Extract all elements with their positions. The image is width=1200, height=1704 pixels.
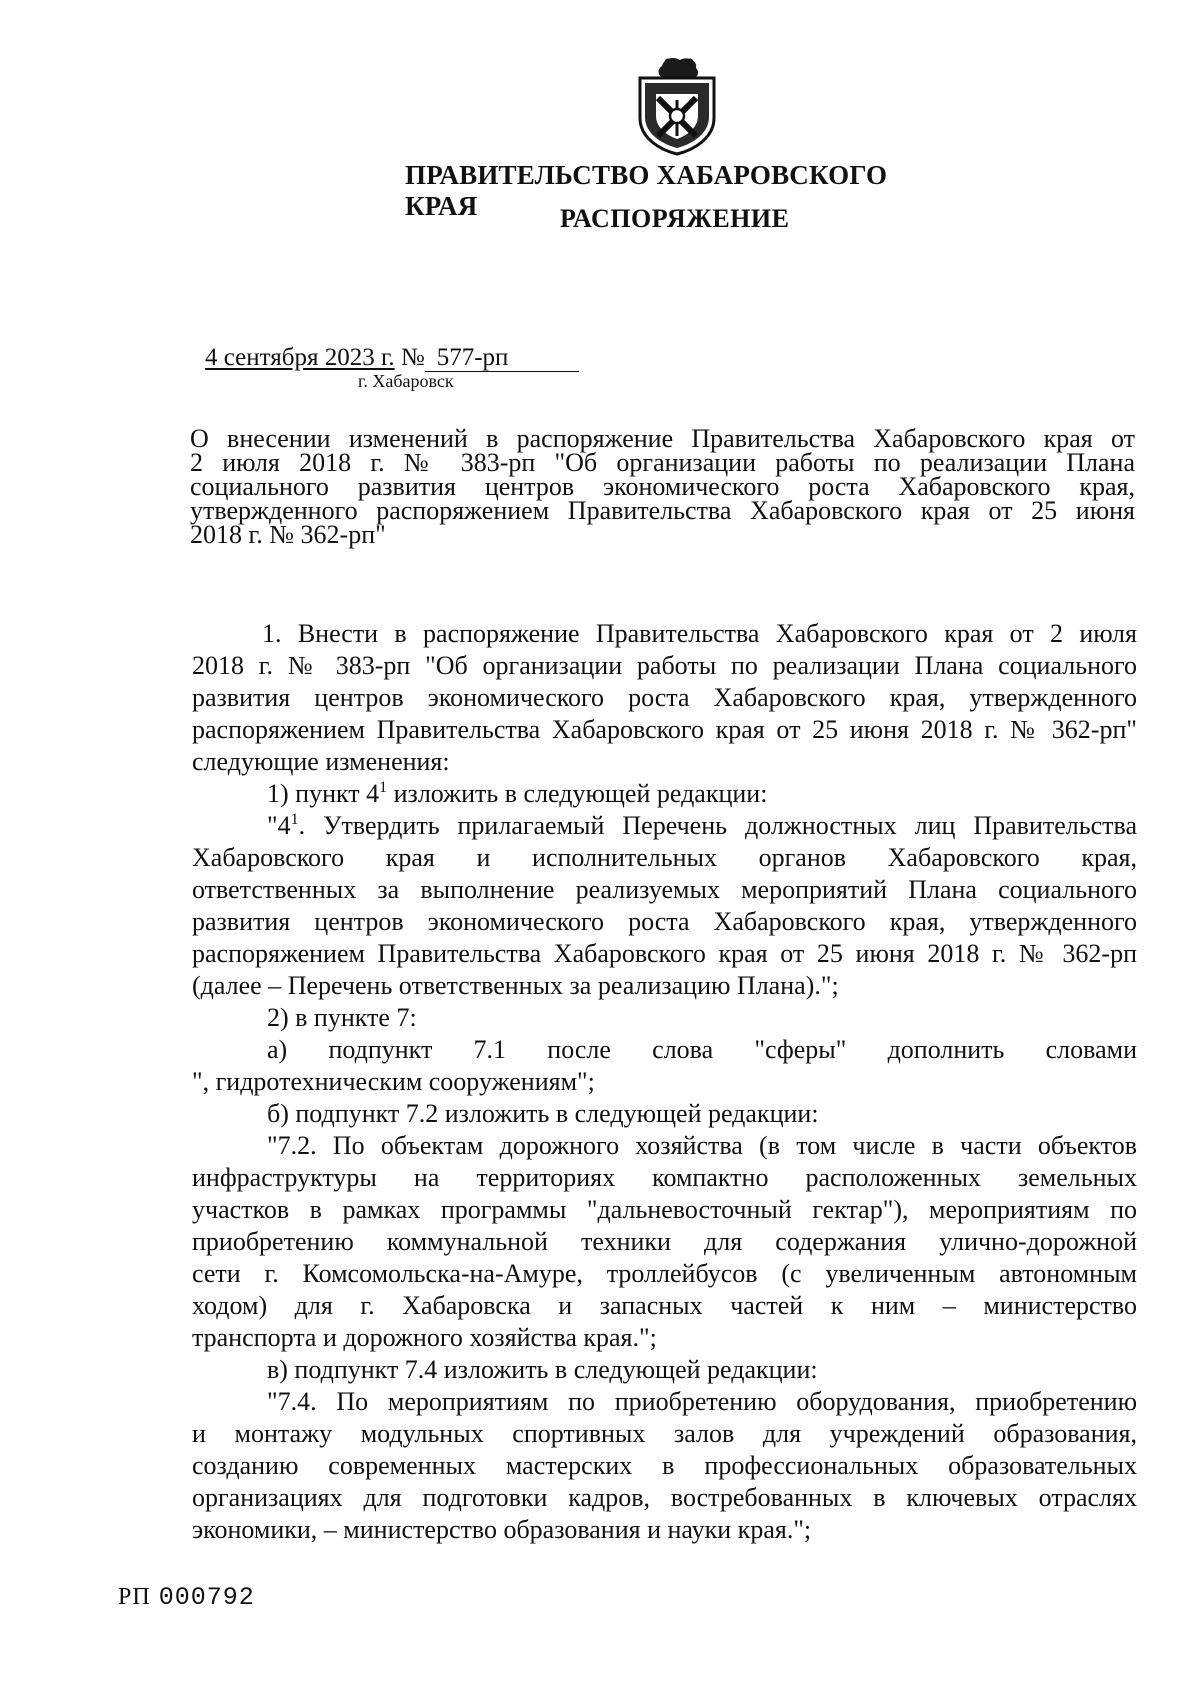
registration-mark: [118, 1583, 255, 1612]
registration-code: 000792: [158, 1583, 255, 1612]
item-2: 2) в пункте 7:: [267, 1003, 417, 1032]
body-line: сети г. Комсомольска-на-Амуре, троллейбусов (с увеличенным автономным: [192, 1259, 1137, 1288]
quote-4-1-text: . Утвердить прилагаемый Перечень должностных лиц Правительства: [298, 811, 1137, 840]
quote-7-4-line: "7.4. По мероприятиям по приобретению оборудования, приобретению: [267, 1387, 1137, 1416]
body-line: ", гидротехническим сооружениям";: [192, 1067, 595, 1096]
body-line: развития центров экономического роста Хабаровского края, утвержденного: [192, 683, 1137, 712]
subject-line: 2 июля 2018 г. № 383-рп "Об организации работы по реализации Плана: [190, 448, 1135, 477]
body-line: приобретению коммунальной техники для содержания улично-дорожной: [192, 1227, 1137, 1256]
subject-line: утвержденного распоряжением Правительства Хабаровского края от 25 июня: [190, 496, 1135, 525]
body-line: созданию современных мастерских в профессиональных образовательных: [192, 1451, 1137, 1480]
body-line: транспорта и дорожного хозяйства края.";: [192, 1323, 657, 1352]
registration-prefix: РП: [118, 1584, 151, 1610]
government-title: ПРАВИТЕЛЬСТВО ХАБАРОВСКОГО КРАЯ: [405, 160, 888, 221]
body-line: распоряжением Правительства Хабаровского края от 25 июня 2018 г. № 362-рп": [192, 715, 1137, 744]
body-line: распоряжением Правительства Хабаровского края от 25 июня 2018 г. № 362-рп: [192, 939, 1137, 968]
body-line: организациях для подготовки кадров, востребованных в ключевых отраслях: [192, 1483, 1137, 1512]
body-line: 2018 г. № 383-рп "Об организации работы по реализации Плана социального: [192, 651, 1137, 680]
body-line: ходом) для г. Хабаровска и запасных частей к ним – министерство: [192, 1291, 1137, 1320]
document-body: [192, 618, 1137, 1546]
document-number: 577-рп: [425, 345, 579, 372]
document-subject: [190, 424, 1135, 549]
superscript: 1: [379, 779, 388, 796]
body-line: Хабаровского края и исполнительных органов Хабаровского края,: [192, 843, 1137, 872]
quote-7-2-line: "7.2. По объектам дорожного хозяйства (в том числе в части объектов: [267, 1131, 1137, 1160]
coat-of-arms-emblem: [628, 56, 726, 156]
subject-line: 2018 г. № 362-рп": [190, 520, 386, 549]
body-line: ответственных за выполнение реализуемых мероприятий Плана социального: [192, 875, 1137, 904]
document-type: РАСПОРЯЖЕНИЕ: [560, 204, 790, 233]
subject-line: О внесении изменений в распоряжение Правительства Хабаровского края от: [190, 424, 1135, 453]
document-city: г. Хабаровск: [358, 371, 454, 391]
subject-line: социального развития центров экономического роста Хабаровского края,: [190, 472, 1135, 501]
superscript: 1: [290, 811, 299, 828]
body-line: следующие изменения:: [192, 747, 450, 776]
date-number-line: [205, 344, 579, 372]
item-1-text-end: изложить в следующей редакции:: [387, 779, 768, 808]
body-line: и монтажу модульных спортивных залов для учреждений образования,: [192, 1419, 1137, 1448]
document-date: 4 сентября 2023 г.: [205, 344, 395, 371]
body-line: 1. Внести в распоряжение Правительства Хабаровского края от 2 июля: [262, 619, 1137, 648]
item-2v: в) подпункт 7.4 изложить в следующей редакции:: [267, 1355, 818, 1384]
item-1-text: 1) пункт 4: [267, 779, 380, 808]
number-sign: №: [400, 344, 425, 371]
body-line: развития центров экономического роста Хабаровского края, утвержденного: [192, 907, 1137, 936]
body-line: экономики, – министерство образования и науки края.";: [192, 1515, 812, 1544]
item-2a: а) подпункт 7.1 после слова "сферы" дополнить словами: [267, 1035, 1137, 1064]
quote-4-1-first-line: [192, 810, 1137, 842]
body-line: участков в рамках программы "дальневосточный гектар"), мероприятиям по: [192, 1195, 1137, 1224]
item-2b: б) подпункт 7.2 изложить в следующей редакции:: [267, 1099, 819, 1128]
item-1: [192, 778, 1137, 810]
body-line: (далее – Перечень ответственных за реализацию Плана).";: [192, 971, 839, 1000]
quote-4-1-prefix: "4: [267, 811, 291, 840]
body-line: инфраструктуры на территориях компактно расположенных земельных: [192, 1163, 1137, 1192]
